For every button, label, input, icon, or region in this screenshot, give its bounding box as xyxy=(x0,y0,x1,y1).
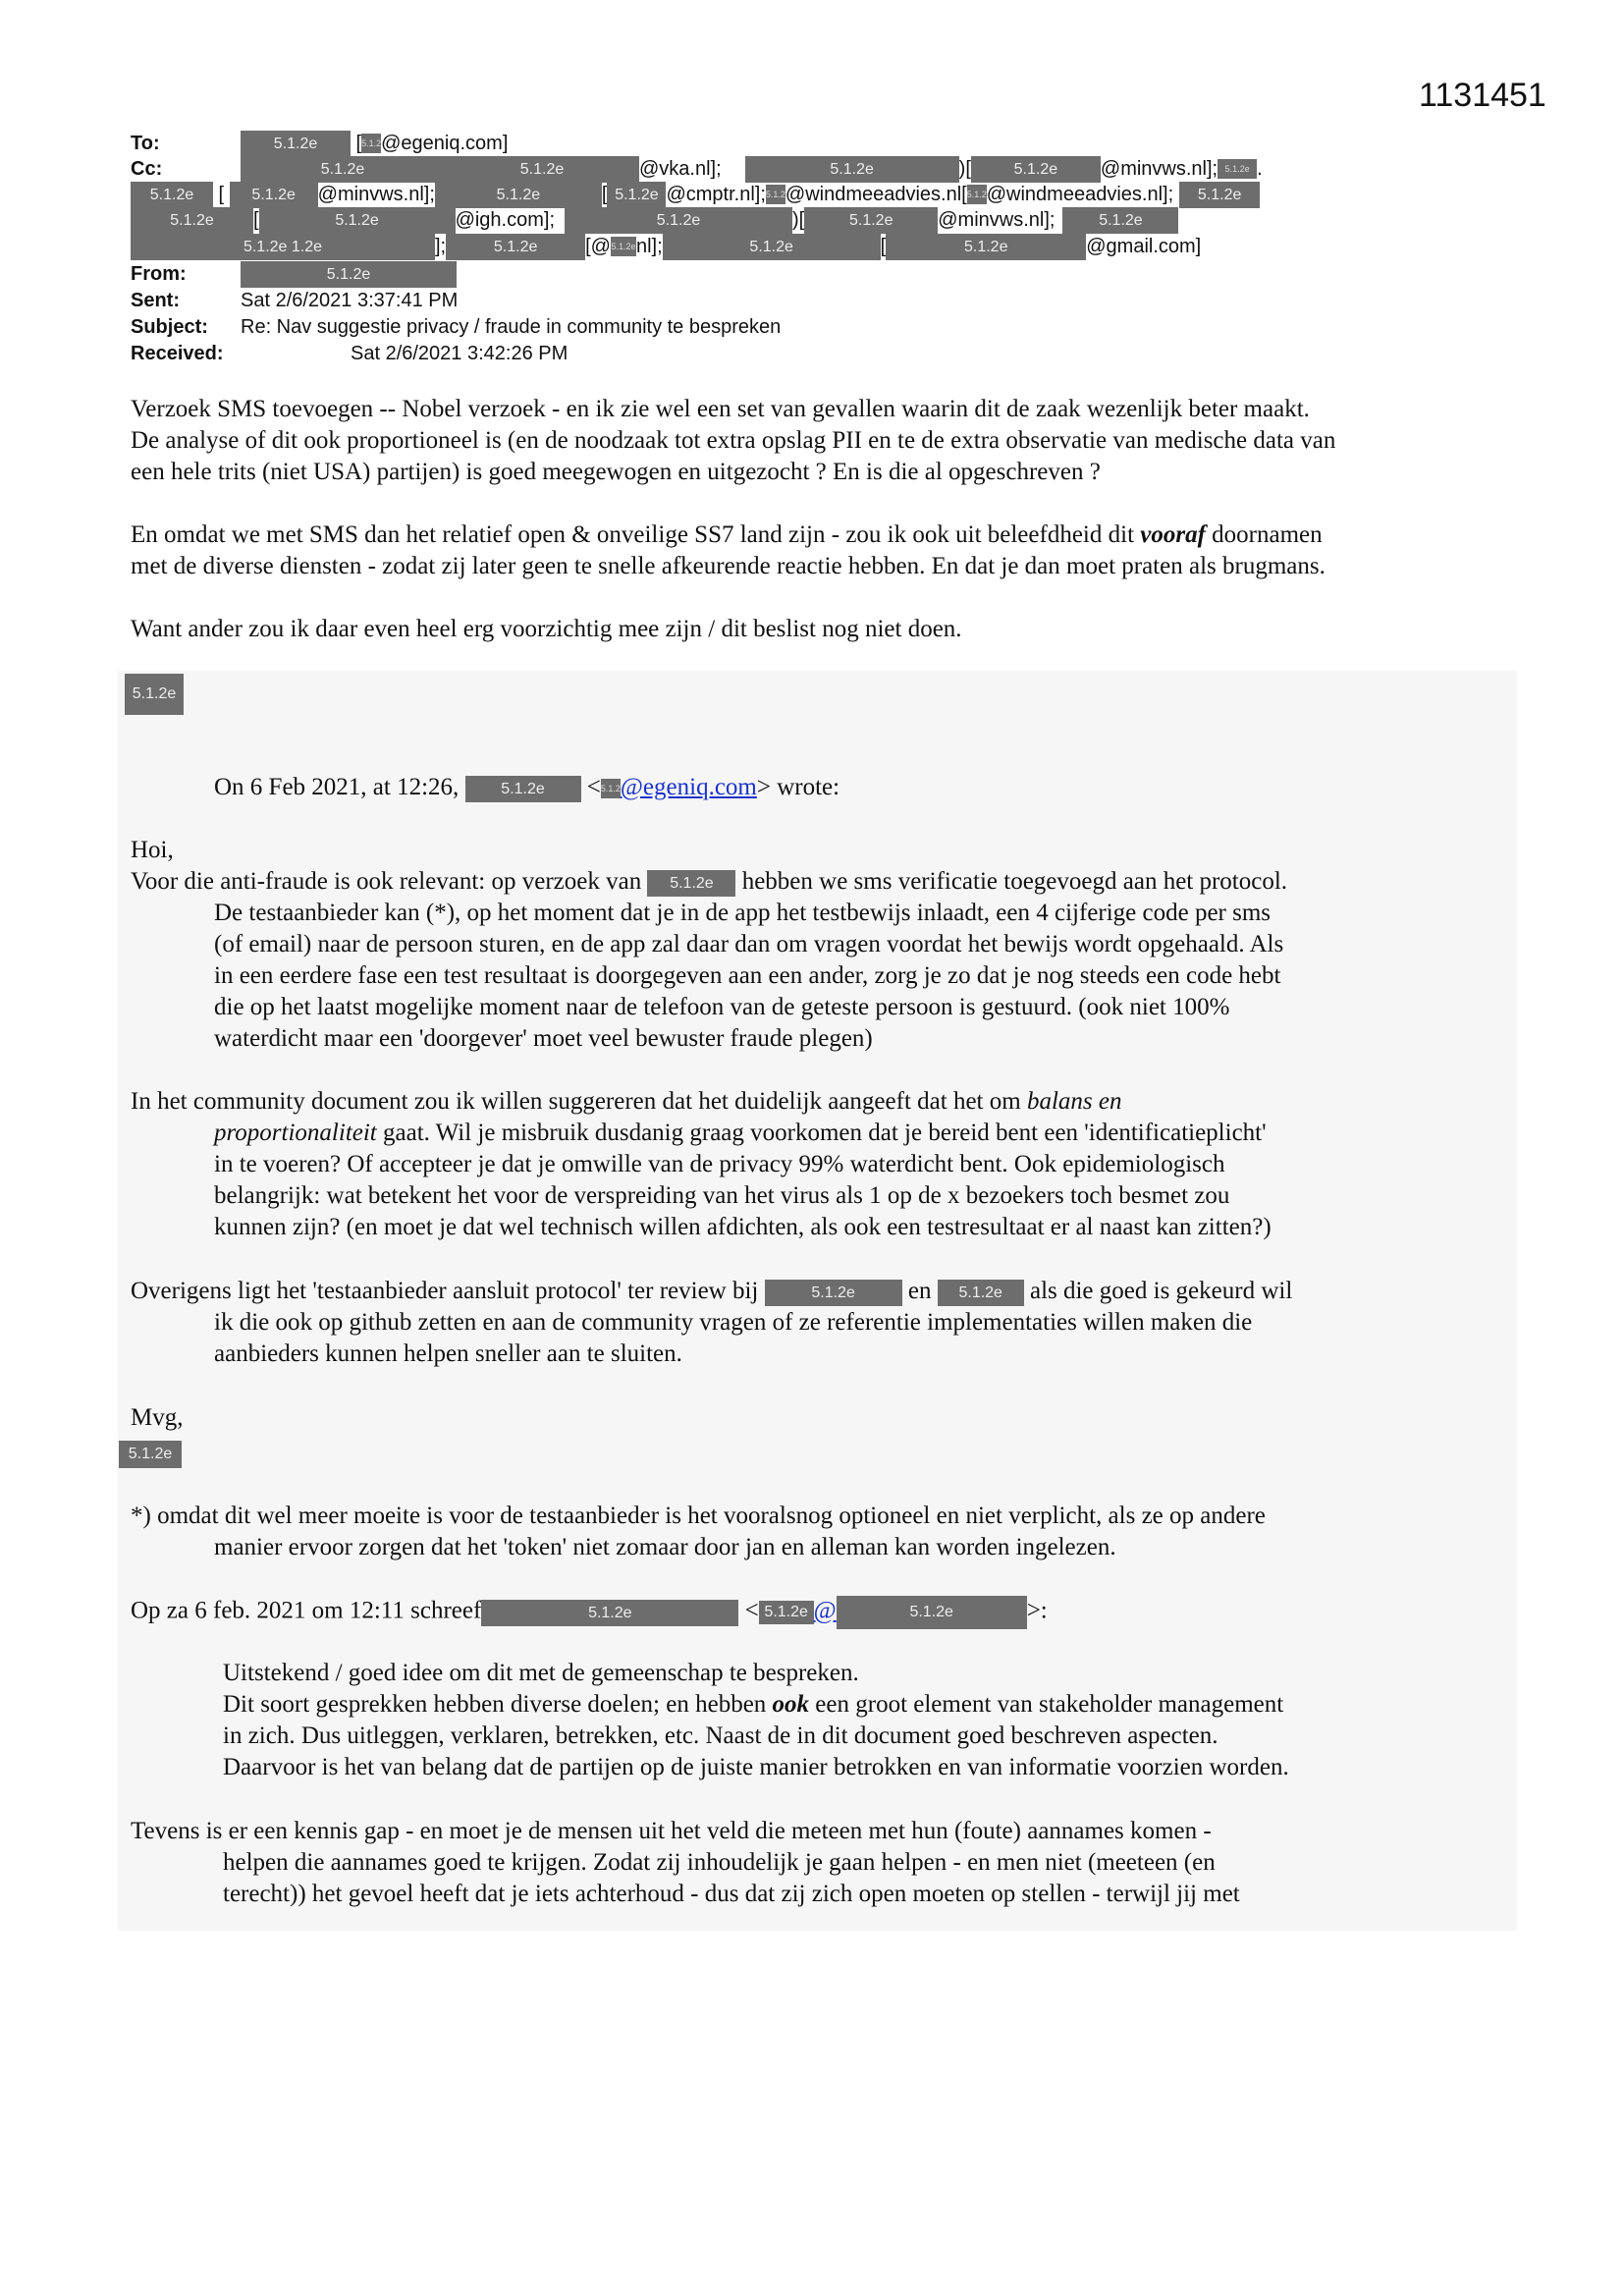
body-line: (of email) naar de persoon sturen, en de app zal daar dan om vragen voordat het bewijs wordt opgehaald. Als xyxy=(214,931,1284,957)
redaction: 5.1.2e xyxy=(886,234,1086,260)
redaction: 5.1.2e xyxy=(241,156,445,183)
cc-row-4 xyxy=(131,234,1201,259)
bracket: [ xyxy=(213,183,230,205)
redaction: 5.1.2e xyxy=(804,207,938,234)
bracket: ]; xyxy=(435,235,447,257)
bracket: [ xyxy=(880,235,887,257)
cc-email: @vka.nl]; xyxy=(639,157,722,180)
subject-value: Re: Nav suggestie privacy / fraude in community te bespreken xyxy=(241,315,782,338)
body-line xyxy=(131,868,1287,897)
footnote-line: manier ervoor zorgen dat het 'token' niet zomaar door jan en alleman kan worden ingelezen. xyxy=(214,1534,1116,1560)
to-label: To: xyxy=(131,132,160,154)
body-line: ik die ook op github zetten en aan de community vragen of ze referentie implementaties willen maken die xyxy=(214,1309,1253,1336)
cc-email: @gmail.com] xyxy=(1086,235,1202,257)
to-row xyxy=(131,131,508,156)
cc-email: @cmptr.nl]; xyxy=(666,183,766,205)
redaction-small: 5.1.2e xyxy=(766,185,785,204)
from-row xyxy=(131,261,457,287)
redaction-small: 5.1.2e xyxy=(361,134,381,153)
redaction: 5.1.2e xyxy=(663,234,881,260)
text: hebben we sms verificatie toegevoegd aan het protocol. xyxy=(741,868,1288,895)
redaction: 5.1.2e xyxy=(230,182,318,208)
body-line: aanbieders kunnen helpen sneller aan te sluiten. xyxy=(214,1340,682,1367)
redaction-small: 5.1.2e xyxy=(601,779,621,798)
email-link[interactable]: @egeniq.com xyxy=(620,774,757,800)
body-line: helpen die aannames goed te krijgen. Zodat zij inhoudelijk je gaan helpen - en men niet (meeteen (en xyxy=(223,1849,1216,1876)
text: een groot element van stakeholder management xyxy=(809,1691,1284,1718)
received-label: Received: xyxy=(131,342,224,364)
text: als die goed is gekeurd wil xyxy=(1029,1278,1293,1304)
cc-email: @minvws.nl]; xyxy=(1100,157,1218,180)
closing: Mvg, xyxy=(131,1404,184,1431)
bracket: )[ xyxy=(792,208,805,231)
body-line: die op het laatst mogelijke moment naar de telefoon van de geteste persoon is gestuurd. (ook niet 100% xyxy=(214,994,1230,1020)
subject-row xyxy=(131,314,781,340)
redaction: 5.1.2e xyxy=(446,234,585,260)
sent-row xyxy=(131,288,458,313)
redaction: 5.1.2e xyxy=(241,261,457,288)
body-line: De testaanbieder kan (*), op het moment dat je in de app het testbewijs inlaadt, een 4 cijferige code per sms xyxy=(214,900,1272,926)
body-line: Daarvoor is het van belang dat de partijen op de juiste manier betrokken en van informatie voorzien worden. xyxy=(223,1754,1289,1780)
emphasis: balans en xyxy=(1026,1088,1122,1115)
cc-label: Cc: xyxy=(131,157,163,180)
body-line xyxy=(131,521,1323,549)
cc-email: @windmeeadvies.nl]; xyxy=(986,183,1174,205)
text: En omdat we met SMS dan het relatief open & onveilige SS7 land zijn - zou ik ook uit beleefdheid dit xyxy=(131,521,1141,548)
body-line: Uitstekend / goed idee om dit met de gemeenschap te bespreken. xyxy=(223,1660,859,1686)
bracket: [ xyxy=(253,208,259,231)
document-id: 1131451 xyxy=(1419,77,1546,114)
text: Overigens ligt het 'testaanbieder aansluit protocol' ter review bij xyxy=(131,1278,759,1304)
redaction: 5.1.2e xyxy=(259,207,456,234)
redaction: 5.1.2e xyxy=(759,1601,814,1624)
quote-attribution: Op za 6 feb. 2021 om 12:11 schreef 5.1.2e < 5.1.2e @ 5.1.2e >: xyxy=(131,1596,1048,1629)
redaction: 5.1.2e xyxy=(131,207,253,234)
body-line: in te voeren? Of accepteer je dat je omwille van de privacy 99% waterdicht bent. Ook epidemiologisch xyxy=(214,1151,1225,1177)
body-line: De analyse of dit ook proportioneel is (en de noodzaak tot extra opslag PII en te de extra observatie van medische data van xyxy=(131,427,1336,454)
cc-email: nl]; xyxy=(635,235,663,257)
body-line xyxy=(131,1088,1121,1116)
cc-row-3 xyxy=(131,207,1178,233)
quote-attribution: On 6 Feb 2021, at 12:26, 5.1.2e <5.1.2e@egeniq.com> wrote: xyxy=(214,774,840,800)
text: en xyxy=(907,1278,932,1304)
redaction: 5.1.2e xyxy=(465,776,581,802)
text: Dit soort gesprekken hebben diverse doelen; en hebben xyxy=(223,1691,773,1718)
body-line: Want ander zou ik daar even heel erg voorzichtig mee zijn / dit beslist nog niet doen. xyxy=(131,616,962,642)
email-link[interactable]: @ xyxy=(813,1597,837,1624)
cc-email: @windmeeadvies.nl[ xyxy=(785,183,967,205)
redaction-small: 5.1.2e xyxy=(967,185,987,204)
redaction: 5.1.2e xyxy=(445,156,639,183)
body-line: kunnen zijn? (en moet je dat wel technisch willen afdichten, als ook een testresultaat er al naast kan zitten?) xyxy=(214,1214,1272,1240)
subject-label: Subject: xyxy=(131,315,208,338)
redaction-small: 5.1.2e xyxy=(1218,159,1257,179)
redaction: 5.1.2e xyxy=(971,156,1101,183)
redaction: 5.1.2e xyxy=(745,156,959,183)
cc-email: @igh.com]; xyxy=(455,208,556,231)
text: Op za 6 feb. 2021 om 12:11 schreef xyxy=(131,1597,482,1624)
redaction: 5.1.2e 1.2e xyxy=(131,234,435,260)
cc-email: @minvws.nl]; xyxy=(317,183,435,205)
redaction: 5.1.2e xyxy=(131,182,213,208)
body-line xyxy=(214,1120,1267,1147)
redaction: 5.1.2e xyxy=(765,1280,902,1306)
text: On 6 Feb 2021, at 12:26, xyxy=(214,774,460,800)
body-line: in een eerdere fase een test resultaat is doorgegeven aan een ander, zorg je zo dat je nog steeds een code hebt xyxy=(214,962,1281,989)
emphasis: vooraf xyxy=(1140,521,1206,548)
redaction: 5.1.2e xyxy=(241,131,351,157)
body-line: terecht)) het gevoel heeft dat je iets achterhoud - dus dat zij zich open moeten op stellen - terwijl jij met xyxy=(223,1881,1240,1907)
redaction: 5.1.2e xyxy=(481,1600,738,1626)
redaction: 5.1.2e xyxy=(837,1596,1027,1629)
body-line: Verzoek SMS toevoegen -- Nobel verzoek - en ik zie wel een set van gevallen waarin dit de zaak wezenlijk beter maakt. xyxy=(131,396,1310,422)
cc-row-2 xyxy=(131,182,1260,207)
body-line: met de diverse diensten - zodat zij later geen te snelle afkeurende reactie hebben. En dat je dan moet praten als brugmans. xyxy=(131,553,1326,579)
bracket: [ xyxy=(351,132,362,154)
received-value: Sat 2/6/2021 3:42:26 PM xyxy=(351,342,568,364)
received-row xyxy=(131,341,568,366)
body-line xyxy=(131,1278,1292,1306)
redaction: 5.1.2e xyxy=(647,870,735,897)
body-line xyxy=(223,1691,1283,1719)
to-value: @egeniq.com] xyxy=(381,132,509,154)
redaction: 5.1.2e xyxy=(1179,182,1260,208)
text: In het community document zou ik willen suggereren dat het duidelijk aangeeft dat het om xyxy=(131,1088,1027,1115)
text: gaat. Wil je misbruik dusdanig graag voorkomen dat je bereid bent een 'identificatieplicht' xyxy=(376,1120,1267,1146)
body-line: Tevens is er een kennis gap - en moet je de mensen uit het veld die meteen met hun (foute) aannames komen - xyxy=(131,1818,1212,1844)
text: >: xyxy=(1026,1597,1048,1624)
redaction: 5.1.2e xyxy=(435,182,602,208)
redaction: 5.1.2e xyxy=(565,207,792,234)
from-label: From: xyxy=(131,262,187,285)
text: doornamen xyxy=(1205,521,1323,548)
redaction-small: 5.1.2e xyxy=(611,237,636,256)
redaction: 5.1.2e xyxy=(607,182,666,208)
sent-value: Sat 2/6/2021 3:37:41 PM xyxy=(241,289,459,311)
cc-row-1: Cc: 5.1.2e 5.1.2e @vka.nl]; 5.1.2e )[ 5.1.2e @minvws.nl]; 5.1.2e . xyxy=(131,156,1263,182)
emphasis: proportionaliteit xyxy=(214,1120,377,1146)
text: Voor die anti-fraude is ook relevant: op verzoek van xyxy=(131,868,642,895)
body-line: waterdicht maar een 'doorgever' moet veel bewuster fraude plegen) xyxy=(214,1025,873,1052)
body-line: in zich. Dus uitleggen, verklaren, betrekken, etc. Naast de in dit document goed beschreven aspecten. xyxy=(223,1722,1218,1749)
body-line: belangrijk: wat betekent het voor de verspreiding van het virus als 1 op de x bezoekers toch besmet zou xyxy=(214,1182,1230,1209)
footnote-line: *) omdat dit wel meer moeite is voor de testaanbieder is het vooralsnog optioneel en niet verplicht, als ze op andere xyxy=(131,1503,1266,1529)
bracket: [@ xyxy=(585,235,611,257)
text: > wrote: xyxy=(756,774,840,800)
bracket: )[ xyxy=(958,157,971,180)
sent-label: Sent: xyxy=(131,289,180,311)
redaction: 5.1.2e xyxy=(938,1280,1024,1306)
redaction: 5.1.2e xyxy=(1062,207,1178,234)
greeting: Hoi, xyxy=(131,837,174,863)
signature-redaction: 5.1.2e xyxy=(119,1441,182,1468)
bracket: [ xyxy=(601,183,608,205)
body-line: een hele trits (niet USA) partijen) is goed meegewogen en uitgezocht ? En is die al opgeschreven ? xyxy=(131,459,1101,485)
cc-email: @minvws.nl]; xyxy=(938,208,1056,231)
emphasis: ook xyxy=(772,1691,810,1718)
signature-redaction: 5.1.2e xyxy=(125,674,184,715)
